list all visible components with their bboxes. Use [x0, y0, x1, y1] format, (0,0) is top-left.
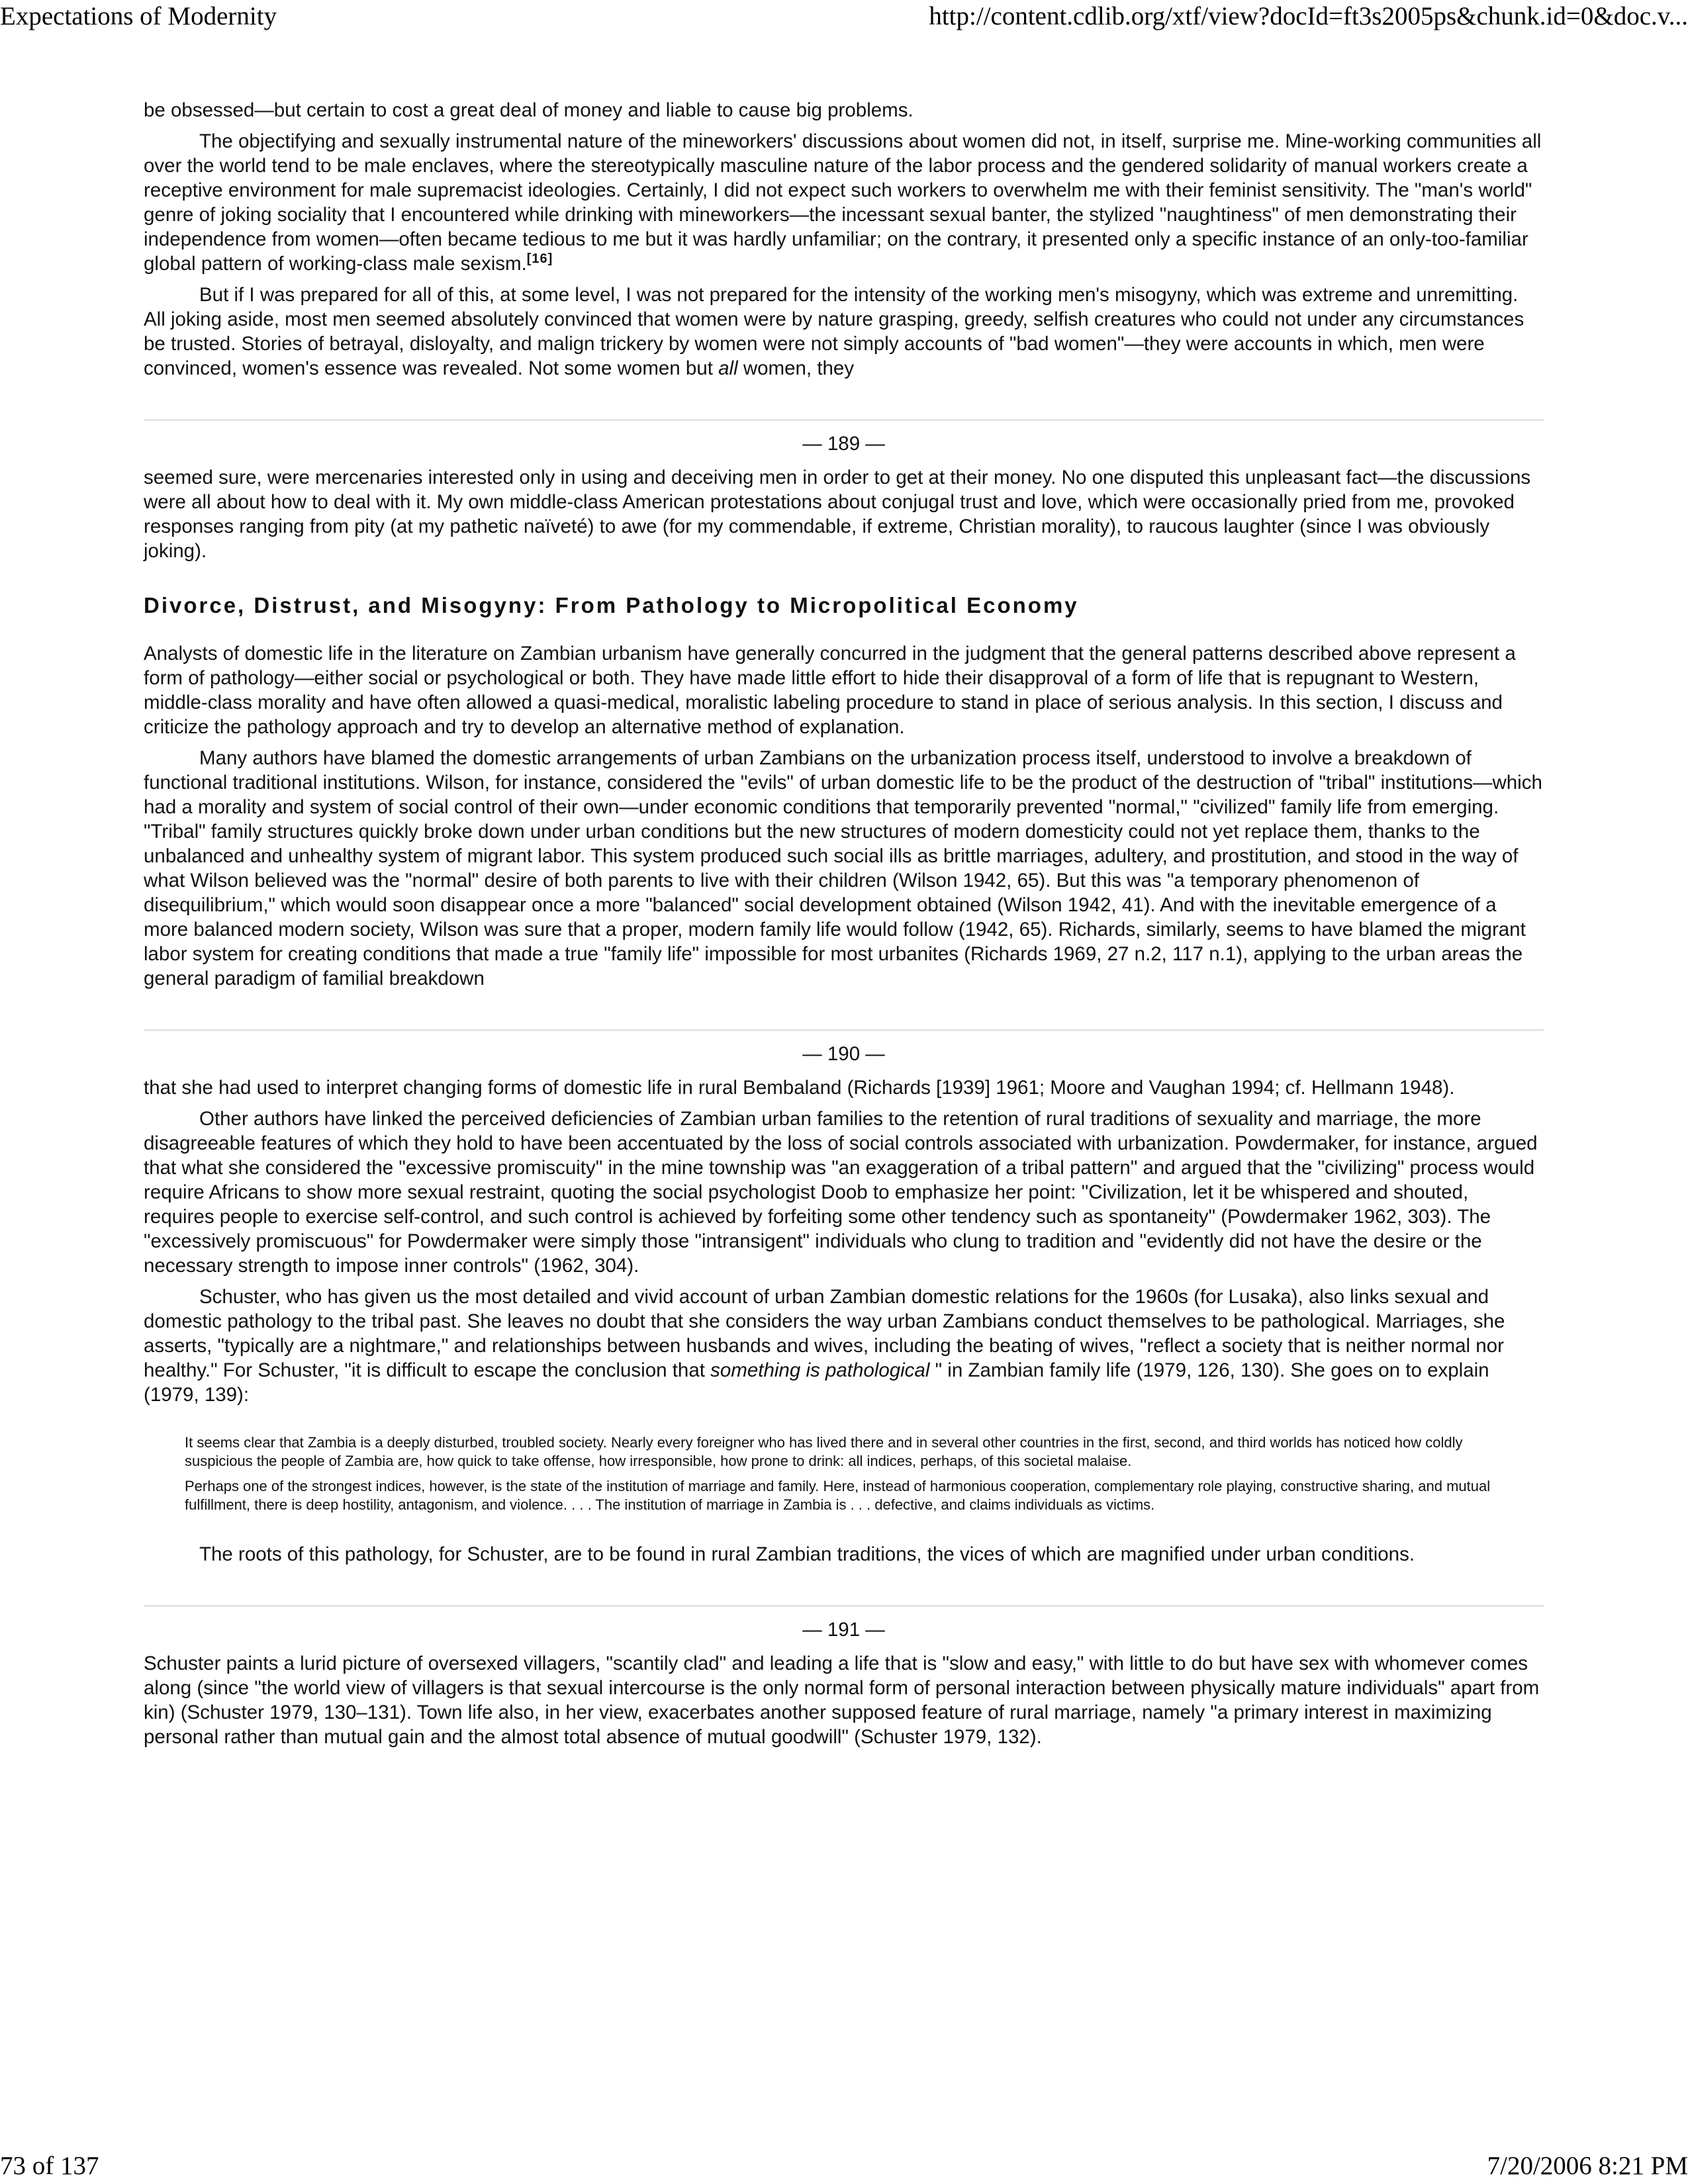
divider [144, 1029, 1544, 1031]
paragraph-text: But if I was prepared for all of this, at some level, I was not prepared for the intensity of the working men's misogyny, which was extreme and unremitting. All joking aside, most men seemed absolutely convinced that women were by nature grasping, greedy, selfish creatures who could not under any circumstances be trusted. Stories of betrayal, disloyalty, and malign trickery by women were not simply accounts of "bad women"—they were accounts in which, men were convinced, women's essence was revealed. Not some women but [144, 284, 1524, 379]
paragraph-text: The objectifying and sexually instrumental nature of the mineworkers' discussions about women did not, in itself, surprise me. Mine-working communities all over the world tend to be male enclaves, where the stereotypically masculine nature of the labor process and the gendered solidarity of manual workers create a receptive environment for male supremacist ideologies. Certainly, I did not expect such workers to overwhelm me with their feminist sensitivity. The "man's world" genre of joking sociality that I encountered while drinking with mineworkers—the incessant sexual banter, the stylized "naughtiness" of men demonstrating their independence from women—often became tedious to me but it was hardly unfamiliar; on the contrary, it presented only a specific instance of an only-too-familiar global pattern of working-class male sexism. [144, 130, 1542, 275]
page-number: — 190 — [802, 1043, 885, 1065]
document-title: Expectations of Modernity [0, 2, 277, 30]
paragraph: The roots of this pathology, for Schuster, are to be found in rural Zambian traditions, the vices of which are magnified under urban conditions. [199, 1543, 1415, 1565]
page-count: 73 of 137 [0, 2152, 99, 2180]
paragraph: Many authors have blamed the domestic arrangements of urban Zambians on the urbanization process itself, understood to involve a breakdown of functional traditional institutions. Wilson, for instance, considered the "evils" of urban domestic life to be the product of the destruction of "tribal" institutions—which had a morality and system of social control of their own—under economic conditions that temporarily prevented "normal," "civilized" family life from emerging. "Tribal" family structures quickly broke down under urban conditions but the new structures of modern domesticity could not yet replace them, thanks to the unbalanced and unhealthy system of migrant labor. This system produced such social ills as brittle marriages, adultery, and prostitution, and stood in the way of what Wilson believed was the "normal" desire of both parents to live with their children (Wilson 1942, 65). But this was "a temporary phenomenon of disequilibrium," which would soon disappear once a more "balanced" social development obtained (Wilson 1942, 41). And with the inevitable emergence of a more balanced modern society, Wilson was sure that a proper, modern family life would follow (1942, 65). Richards, similarly, seems to have blamed the migrant labor system for creating conditions that made a true "family life" impossible for most urbanites (Richards 1969, 27 n.2, 117 n.1), applying to the urban areas the general paradigm of familial breakdown [144, 747, 1542, 989]
paragraph-text: Schuster, who has given us the most detailed and vivid account of urban Zambian domestic relations for the 1960s (for Lusaka), also links sexual and domestic pathology to the tribal past. She leaves no doubt that she considers the way urban Zambians conduct themselves to be pathological. Marriages, she asserts, "typically are a nightmare," and relationships between husbands and wives, including the beating of wives, "reflect a society that is neither normal nor healthy." For Schuster, "it is difficult to escape the conclusion that [144, 1286, 1505, 1381]
section-heading: Divorce, Distrust, and Misogyny: From Pathology to Micropolitical Economy [144, 593, 1079, 617]
paragraph [144, 283, 1544, 381]
emphasis-text: all [718, 357, 738, 379]
footnote-link-16[interactable]: [16] [526, 251, 553, 267]
paragraph: Analysts of domestic life in the literature on Zambian urbanism have generally concurred in the judgment that the general patterns described above represent a form of pathology—either social or psychological or both. They have made little effort to hide their disapproval of a form of life that is repugnant to Western, middle-class morality and have often allowed a quasi-medical, moralistic labeling procedure to stand in place of serious analysis. In this section, I discuss and criticize the pathology approach and try to develop an alternative method of explanation. [144, 643, 1516, 738]
paragraph [144, 1285, 1544, 1407]
divider [144, 419, 1544, 421]
paragraph [144, 129, 1544, 276]
quote-paragraph: It seems clear that Zambia is a deeply disturbed, troubled society. Nearly every foreigner who has lived there and in several other countries in the first, second, and third worlds has noticed how coldly suspicious the people of Zambia are, how quick to take offense, how irresponsible, how prone to drink: all indices, perhaps, of this societal malaise. [185, 1434, 1463, 1469]
block-quote [185, 1433, 1511, 1514]
paragraph: Other authors have linked the perceived deficiencies of Zambian urban families to the retention of rural traditions of sexuality and marriage, the more disagreeable features of which they hold to have been accentuated by the loss of social controls associated with urbanization. Powdermaker, for instance, argued that what she considered the "excessive promiscuity" in the mine township was "an exaggeration of a tribal pattern" and argued that the "civilizing" process would require Africans to show more sexual restraint, quoting the social psychologist Doob to emphasize her point: "Civilization, let it be whispered and shouted, requires people to exercise self-control, and such control is achieved by forfeiting some other tendency such as spontaneity" (Powdermaker 1962, 303). The "excessively promiscuous" for Powdermaker were simply those "intransigent" individuals who clung to tradition and "evidently did not have the desire or the necessary strength to impose inner controls" (1962, 304). [144, 1108, 1538, 1277]
document-url: http://content.cdlib.org/xtf/view?docId=ft3s2005ps&chunk.id=0&doc.v... [929, 2, 1688, 30]
paragraph-text: " in Zambian family life (1979, 126, 130). She goes on to explain (1979, 139): [144, 1359, 1489, 1406]
paragraph-continued: seemed sure, were mercenaries interested only in using and deceiving men in order to get at their money. No one disputed this unpleasant fact—the discussions were all about how to deal with it. My own middle-class American protestations about conjugal trust and love, which were occasionally pried from me, provoked responses ranging from pity (at my pathetic naïveté) to awe (for my commendable, if extreme, Christian morality), to raucous laughter (since I was obviously joking). [144, 467, 1531, 562]
page-break-191 [144, 1605, 1544, 1642]
page-break-189 [144, 419, 1544, 456]
page-number: — 191 — [802, 1619, 885, 1641]
divider [144, 1605, 1544, 1607]
emphasis-text: something is pathological [710, 1359, 930, 1381]
paragraph-text: women, they [737, 357, 855, 379]
paragraph-continued: Schuster paints a lurid picture of oversexed villagers, "scantily clad" and leading a life that is "slow and easy," with little to do but have sex with whomever comes along (since "the world view of villagers is that sexual intercourse is the only normal form of personal interaction between physically mature individuals" apart from kin) (Schuster 1979, 130–131). Town life also, in her view, exacerbates another supposed feature of rural marriage, namely "a primary interest in maximizing personal rather than mutual gain and the almost total absence of mutual goodwill" (Schuster 1979, 132). [144, 1653, 1540, 1748]
paragraph-continued: that she had used to interpret changing forms of domestic life in rural Bembaland (Richards [1939] 1961; Moore and Vaughan 1994; cf. Hellmann 1948). [144, 1077, 1455, 1099]
page-number: — 189 — [802, 433, 885, 455]
paragraph-continued: be obsessed—but certain to cost a great deal of money and liable to cause big problems. [144, 99, 914, 121]
page-break-190 [144, 1029, 1544, 1066]
main-content [144, 98, 1544, 1756]
print-datetime: 7/20/2006 8:21 PM [1487, 2152, 1688, 2180]
quote-paragraph: Perhaps one of the strongest indices, however, is the state of the institution of marriage and family. Here, instead of harmonious cooperation, complementary role playing, constructive sharing, and mutual fulfillment, there is deep hostility, antagonism, and violence. . . . The institution of marriage in Zambia is . . . defective, and claims individuals as victims. [185, 1478, 1491, 1513]
